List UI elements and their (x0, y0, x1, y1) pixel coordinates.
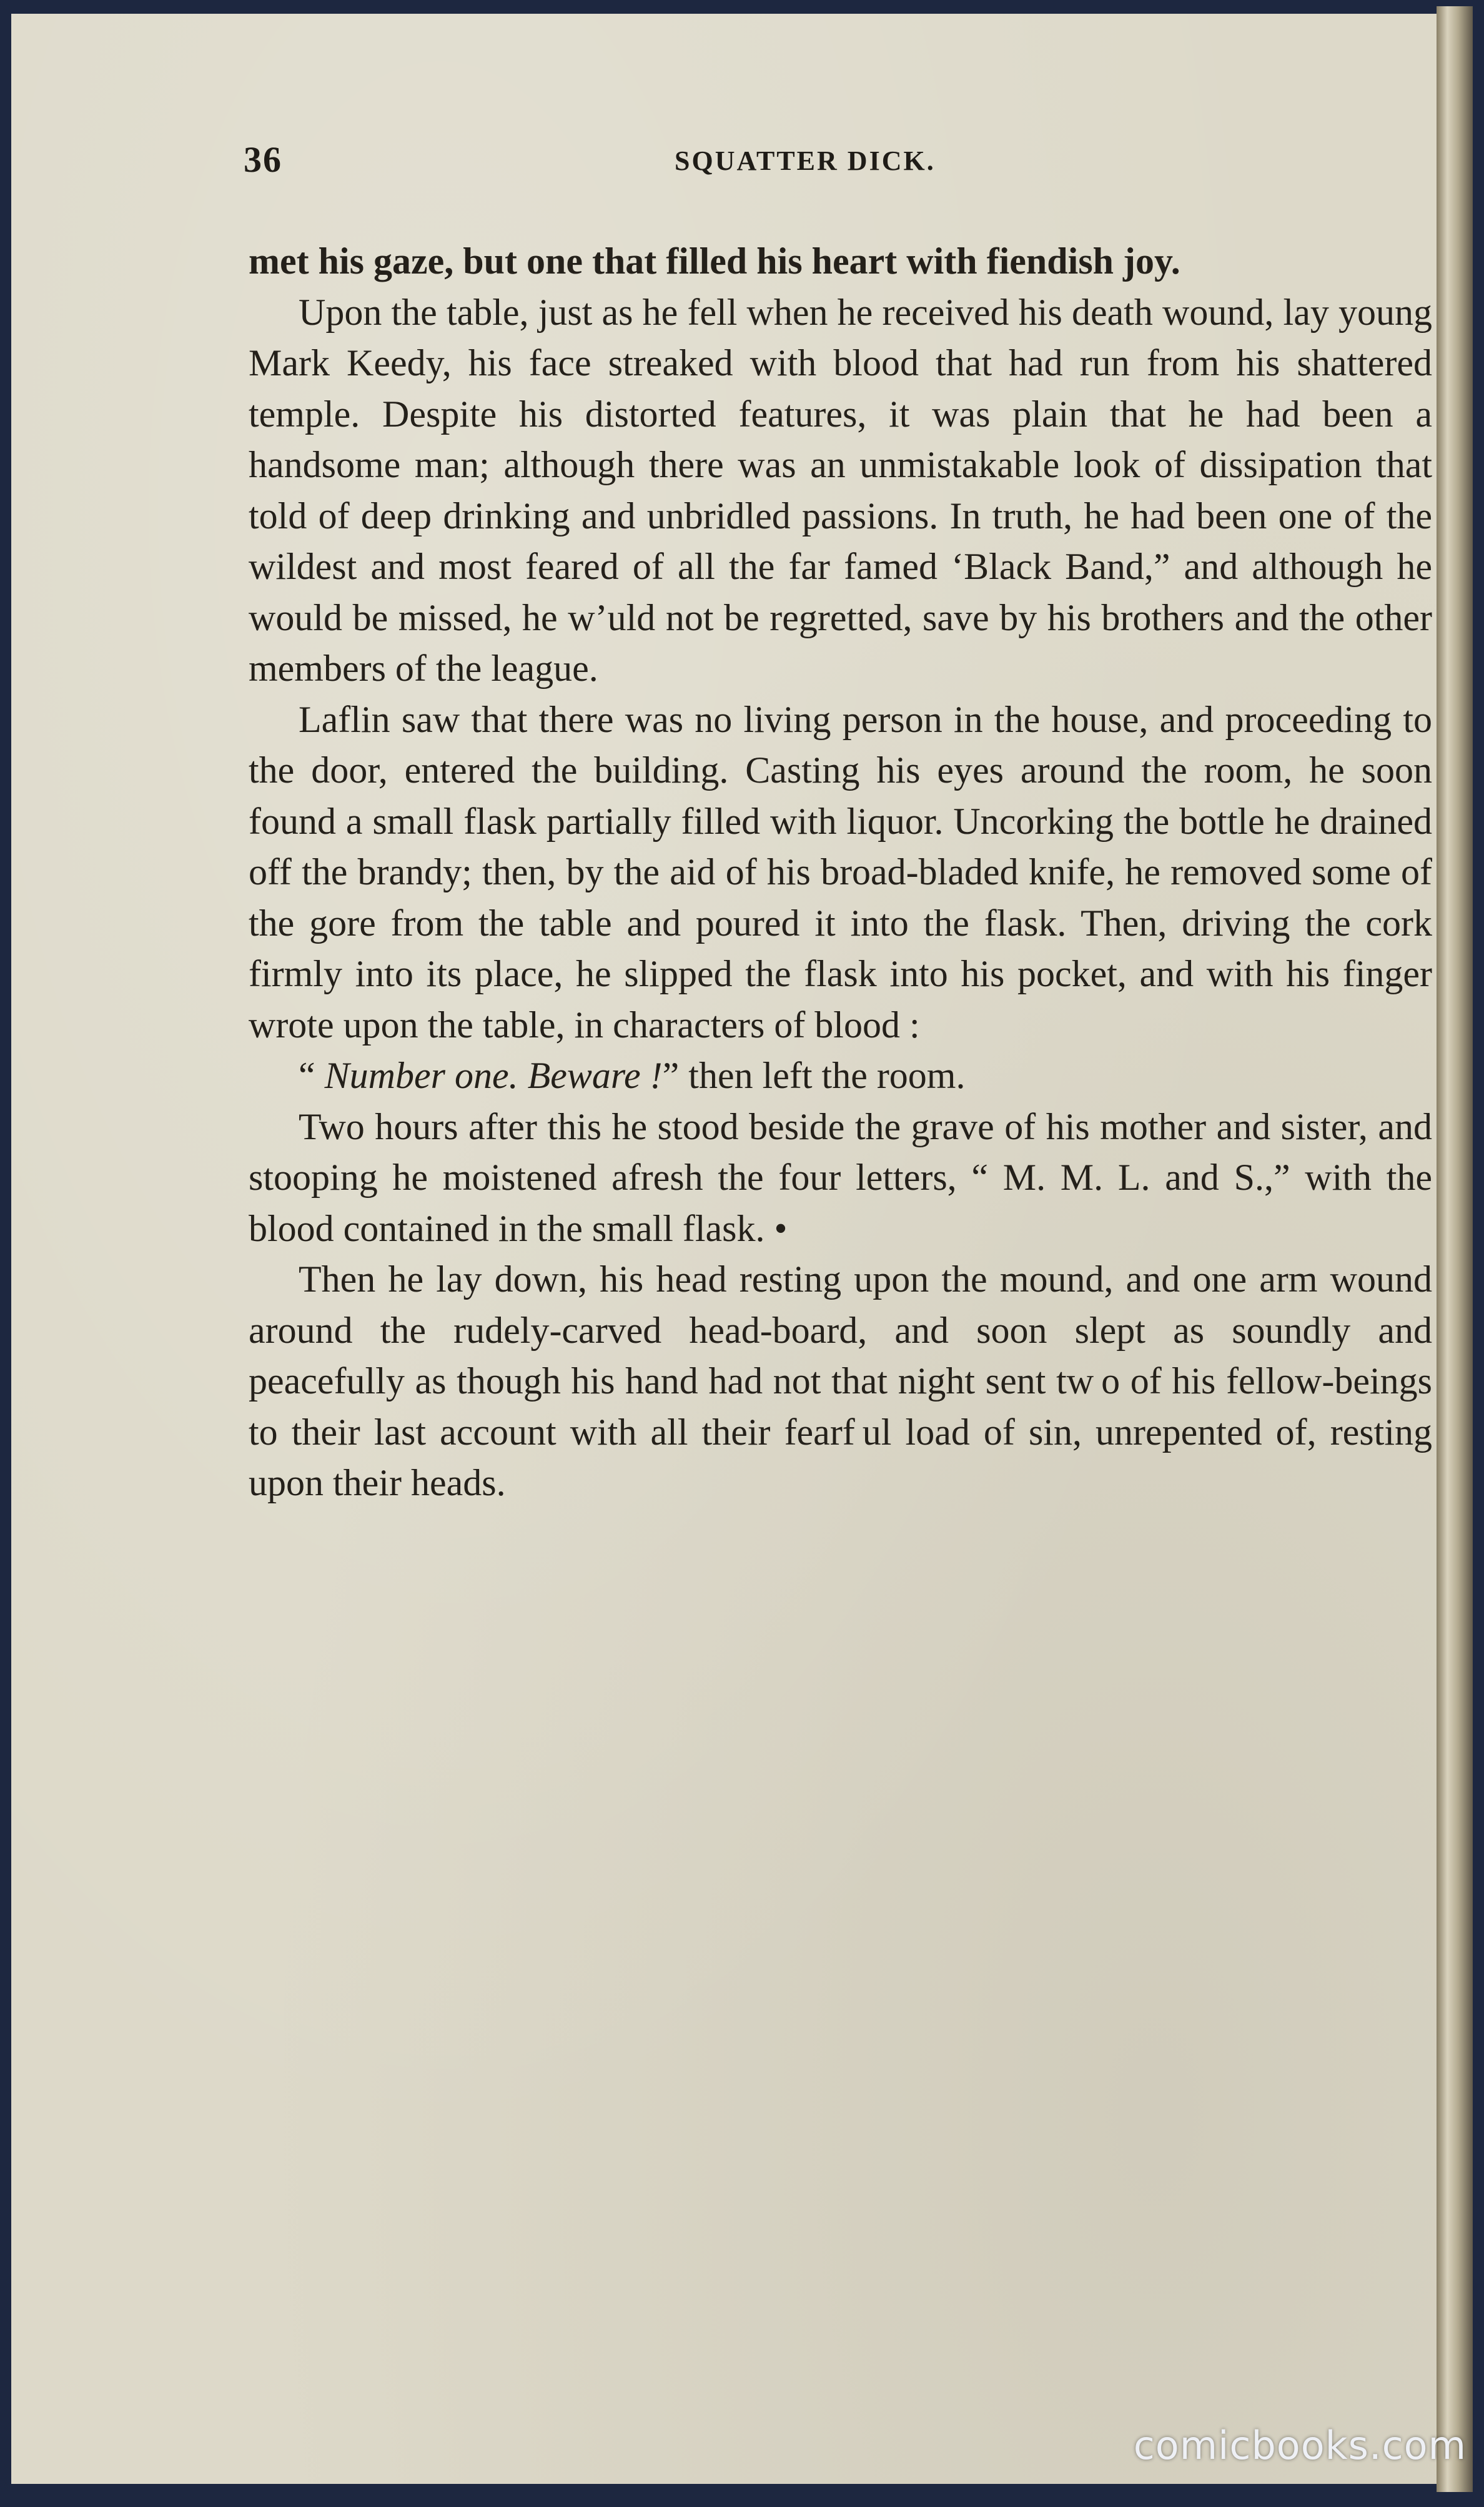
page-header (244, 139, 1437, 195)
watermark: comicbooks.com (1133, 2423, 1467, 2468)
paragraph-grave: Two hours after this he stood beside the grave of his mother and sister, and stooping he moistened afresh the four letters, “ M. M. L. and S.,” with the blood contained in the small flask. • (249, 1105, 1432, 1249)
page-edge (1437, 6, 1473, 2492)
paragraph-continuation: met his gaze, but one that filled his heart with fiendish joy. (249, 240, 1180, 282)
page-number: 36 (244, 139, 282, 180)
running-head: SQUATTER DICK. (675, 146, 936, 176)
paragraph-mark-keedy: Upon the table, just as he fell when he received his death wound, lay young Mark Keedy, his face streaked with blood that had run from his shattered temple. Despite his distorted features, it was plain that he had been a handsome man; although there was an unmistakable look of dissipation that told of deep drinking and unbridled passions. In truth, he had been one of the wildest and most feared of all the far famed ‘Black Band,” and although he would be missed, he w’uld not be regretted, save by his brothers and the other members of the league. (249, 291, 1432, 689)
quote-italic: Number one. Beware ! (324, 1055, 663, 1096)
paragraph-slept: Then he lay down, his head resting upon the mound, and one arm wound around the rudely-carved head-board, and soon slept as soundly and peacefully as though his hand had not that night sent tw o of his fellow-beings to their last account with all their fearf ul load of sin, unrepented of, resting upon their heads. (249, 1258, 1432, 1503)
paragraph-laflin: Laflin saw that there was no living person in the house, and proceeding to the door, entered the building. Casting his eyes around the room, he soon found a small flask partially filled with liquor. Uncorking the bottle he drained off the brandy; then, by the aid of his broad-bladed knife, he removed some of the gore from the table and poured it into the flask. Then, driving the cork firmly into its place, he slipped the flask into his pocket, and with his finger wrote upon the table, in characters of blood : (249, 698, 1432, 1046)
quote-open: “ (299, 1055, 325, 1096)
quote-close: ” then left the room. (662, 1055, 966, 1096)
body-text (249, 236, 1432, 1509)
paragraph-quote (249, 1051, 1432, 1102)
